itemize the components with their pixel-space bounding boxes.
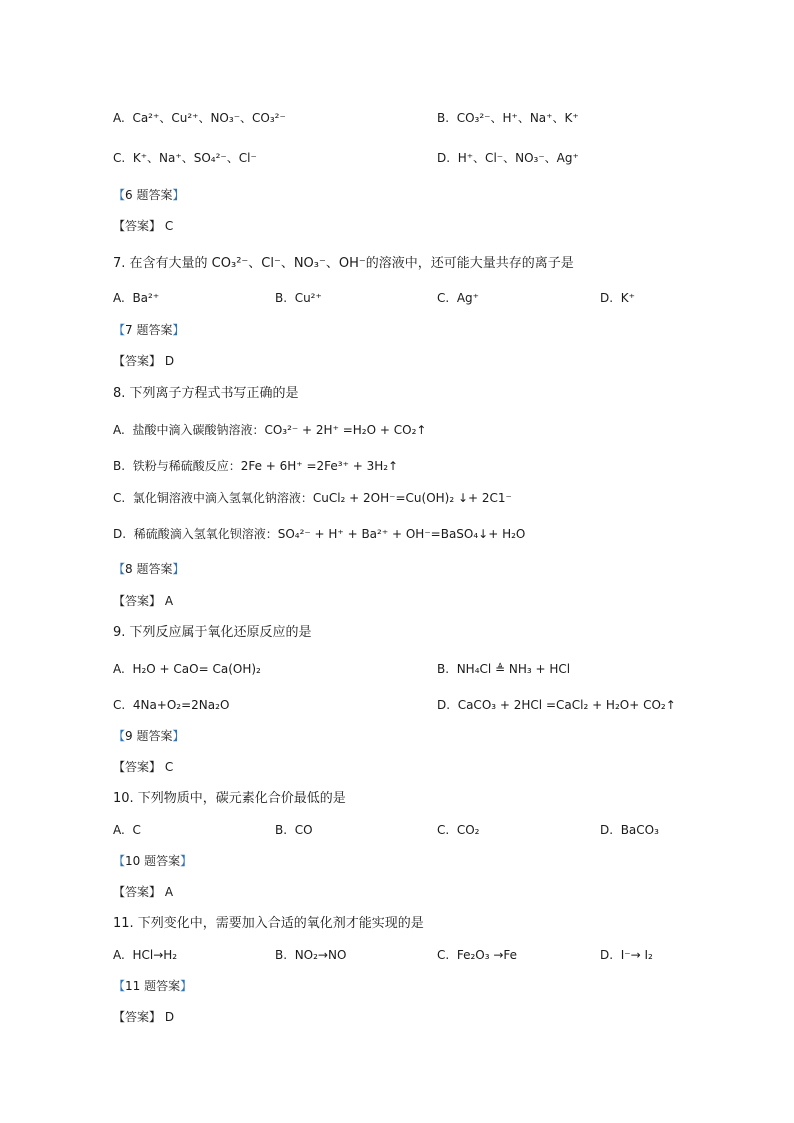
answer-7: 【答案】 D bbox=[113, 354, 175, 368]
q9-stem: 9. 下列反应属于氧化还原反应的是 bbox=[113, 625, 312, 640]
q5-option-c: C. K⁺、Na⁺、SO₄²⁻、Cl⁻ bbox=[113, 151, 257, 165]
answer-6: 【答案】 C bbox=[113, 219, 174, 233]
q11-option-a: A. HCl→H₂ bbox=[113, 948, 178, 962]
q7-option-a: A. Ba²⁺ bbox=[113, 291, 160, 305]
q9-option-d: D. CaCO₃ + 2HCl =CaCl₂ + H₂O+ CO₂↑ bbox=[437, 698, 676, 712]
answer-tag-9: 【9 题答案】 bbox=[113, 729, 185, 743]
q11-option-d: D. I⁻→ I₂ bbox=[600, 948, 653, 962]
q7-option-d: D. K⁺ bbox=[600, 291, 635, 305]
q7-option-c: C. Ag⁺ bbox=[437, 291, 480, 305]
q10-option-d: D. BaCO₃ bbox=[600, 823, 659, 837]
q7-stem: 7. 在含有大量的 CO₃²⁻、Cl⁻、NO₃⁻、OH⁻的溶液中，还可能大量共存的离子是 bbox=[113, 256, 574, 271]
q5-option-a: A. Ca²⁺、Cu²⁺、NO₃⁻、CO₃²⁻ bbox=[113, 111, 286, 125]
q10-option-c: C. CO₂ bbox=[437, 823, 480, 837]
q8-stem: 8. 下列离子方程式书写正确的是 bbox=[113, 386, 299, 401]
q9-option-c: C. 4Na+O₂=2Na₂O bbox=[113, 698, 230, 712]
q9-option-a: A. H₂O + CaO= Ca(OH)₂ bbox=[113, 662, 261, 676]
q7-option-b: B. Cu²⁺ bbox=[275, 291, 322, 305]
q8-option-b: B. 铁粉与稀硫酸反应：2Fe + 6H⁺ =2Fe³⁺ + 3H₂↑ bbox=[113, 459, 399, 473]
q8-option-c: C. 氯化铜溶液中滴入氢氧化钠溶液：CuCl₂ + 2OH⁻=Cu(OH)₂ ↓+ 2C1⁻ bbox=[113, 491, 512, 505]
answer-8: 【答案】 A bbox=[113, 594, 174, 608]
q10-option-a: A. C bbox=[113, 823, 141, 837]
answer-tag-6: 【6 题答案】 bbox=[113, 188, 185, 202]
answer-tag-11: 【11 题答案】 bbox=[113, 979, 193, 993]
answer-9: 【答案】 C bbox=[113, 760, 174, 774]
answer-tag-8: 【8 题答案】 bbox=[113, 562, 185, 576]
answer-11: 【答案】 D bbox=[113, 1010, 175, 1024]
q5-option-b: B. CO₃²⁻、H⁺、Na⁺、K⁺ bbox=[437, 111, 579, 125]
q5-option-d: D. H⁺、Cl⁻、NO₃⁻、Ag⁺ bbox=[437, 151, 579, 165]
q10-option-b: B. CO bbox=[275, 823, 313, 837]
answer-10: 【答案】 A bbox=[113, 885, 174, 899]
q9-option-b: B. NH₄Cl ≜ NH₃ + HCl bbox=[437, 662, 571, 676]
answer-tag-10: 【10 题答案】 bbox=[113, 854, 193, 868]
q8-option-d: D. 稀硫酸滴入氢氧化钡溶液：SO₄²⁻ + H⁺ + Ba²⁺ + OH⁻=BaSO₄↓+ H₂O bbox=[113, 527, 526, 541]
q11-option-b: B. NO₂→NO bbox=[275, 948, 347, 962]
q10-stem: 10. 下列物质中，碳元素化合价最低的是 bbox=[113, 791, 346, 806]
q8-option-a: A. 盐酸中滴入碳酸钠溶液：CO₃²⁻ + 2H⁺ =H₂O + CO₂↑ bbox=[113, 423, 427, 437]
q11-option-c: C. Fe₂O₃ →Fe bbox=[437, 948, 518, 962]
q11-stem: 11. 下列变化中，需要加入合适的氧化剂才能实现的是 bbox=[113, 916, 424, 931]
answer-tag-7: 【7 题答案】 bbox=[113, 323, 185, 337]
